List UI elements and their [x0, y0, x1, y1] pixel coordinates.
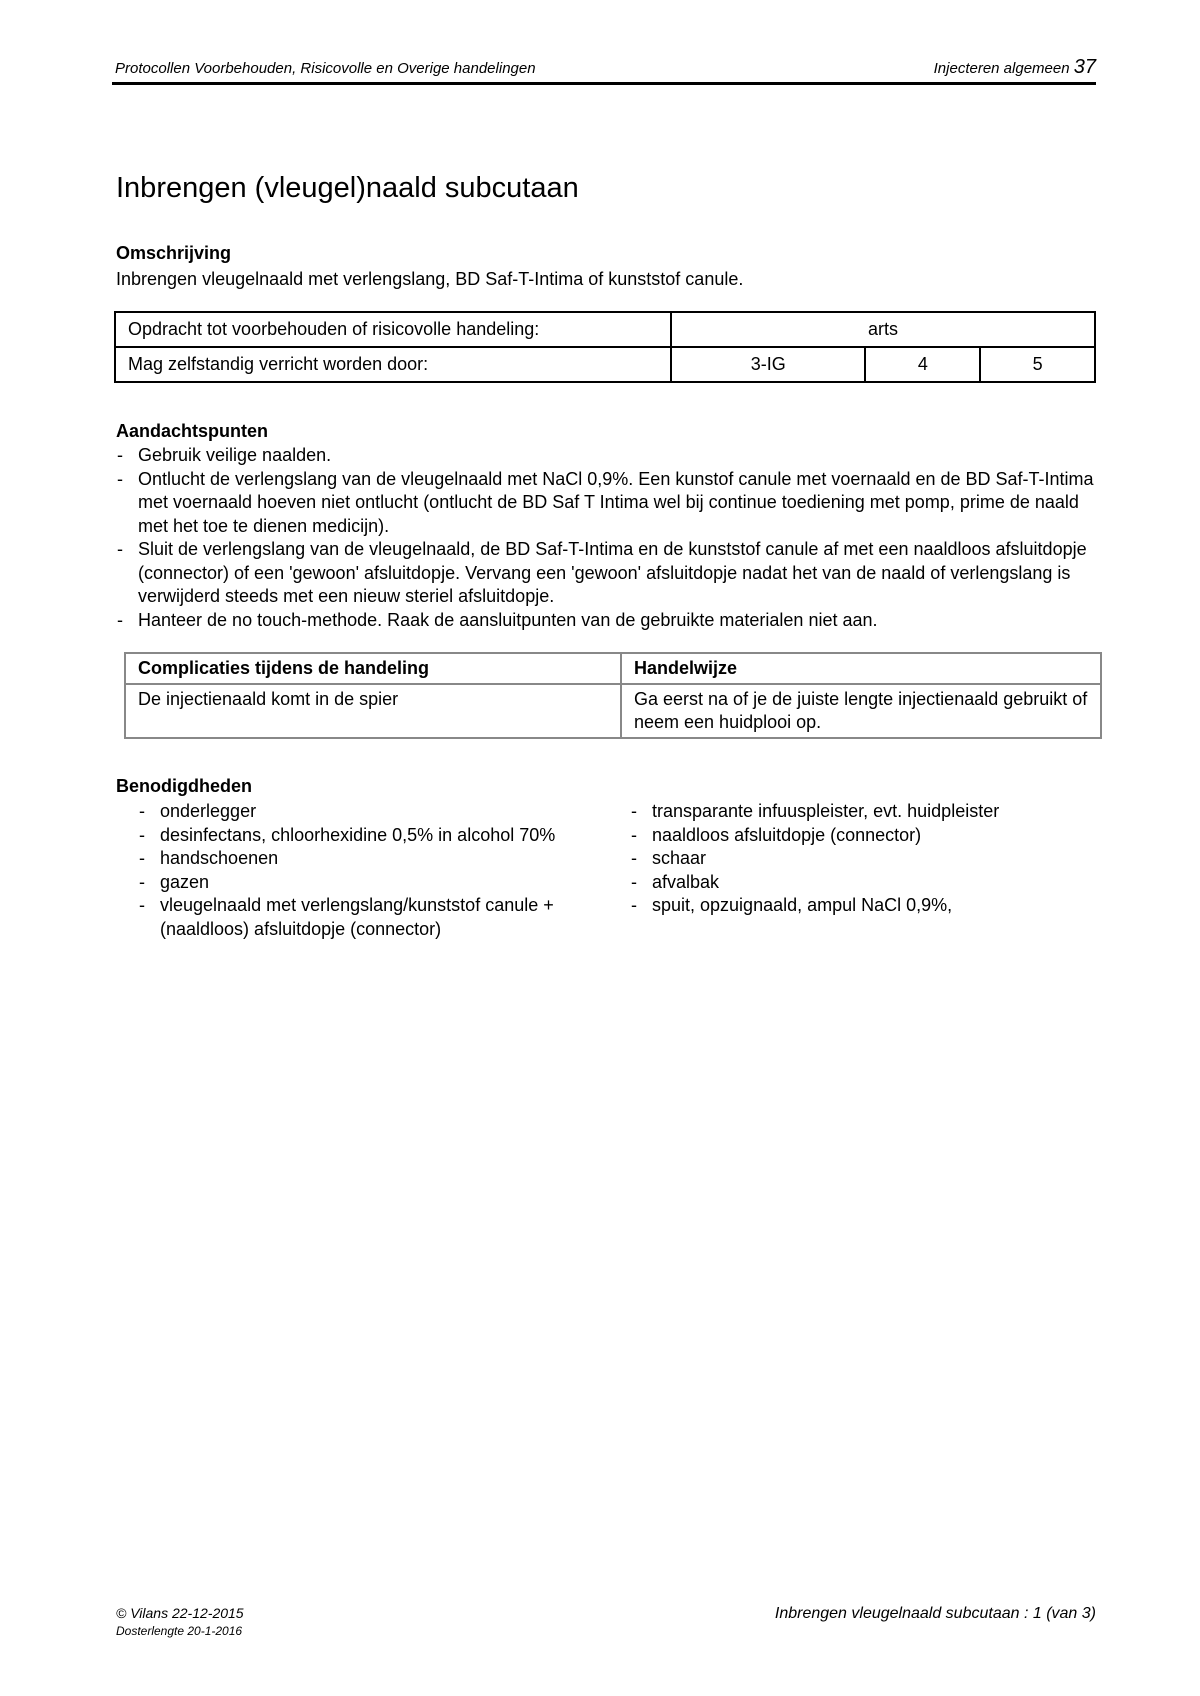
- dash-bullet: -: [631, 871, 637, 892]
- aandachtspunten-list: [116, 444, 1096, 632]
- list-item-text: desinfectans, chloorhexidine 0,5% in alcohol 70%: [160, 824, 556, 845]
- list-item: [138, 824, 628, 848]
- list-item: [630, 847, 1100, 871]
- dash-bullet: -: [631, 848, 637, 868]
- dash-bullet: -: [139, 824, 145, 845]
- authorization-row-performers: [115, 347, 1095, 382]
- authorization-level-cell: 3-IG: [671, 347, 865, 382]
- list-item-text: onderlegger: [160, 801, 257, 821]
- list-item: [138, 800, 628, 824]
- authorization-value-order: arts: [671, 312, 1095, 347]
- list-item-text: afvalbak: [652, 871, 720, 892]
- footer-copyright: © Vilans 22-12-2015: [116, 1605, 244, 1621]
- dash-bullet: -: [139, 848, 145, 868]
- list-item: [116, 538, 1096, 609]
- aandachtspunten-heading: Aandachtspunten: [116, 421, 269, 441]
- benodigdheden-list-right: [630, 800, 1100, 918]
- list-item-text: gazen: [160, 871, 210, 892]
- list-item: [116, 444, 1096, 468]
- header-section: [934, 56, 1096, 79]
- action-cell: Ga eerst na of je de juiste lengte injectienaald gebruikt of neem een huidplooi op.: [621, 684, 1101, 738]
- list-item-text: transparante infuuspleister, evt. huidpleister: [652, 801, 1000, 821]
- complication-cell: De injectienaald komt in de spier: [125, 684, 621, 738]
- benodigdheden-list-left: [138, 800, 628, 941]
- dash-bullet: -: [117, 468, 123, 489]
- benodigdheden-heading: Benodigdheden: [116, 776, 252, 796]
- authorization-label-order: Opdracht tot voorbehouden of risicovolle handeling:: [115, 312, 671, 347]
- dash-bullet: -: [117, 539, 123, 559]
- list-item-text: handschoenen: [160, 848, 279, 868]
- table-row: [125, 684, 1101, 738]
- list-item: [116, 609, 1096, 633]
- page-title: Inbrengen (vleugel)naald subcutaan: [116, 172, 579, 204]
- column-header-action: Handelwijze: [621, 653, 1101, 684]
- list-item: [138, 894, 628, 941]
- list-item-text: Ontlucht de verlengslang van de vleugelnaald met NaCl 0,9%. Een kunstof canule met voernaald en de BD Saf-T-Intima met voernaald hoeven niet ontlucht (ontlucht de BD Saf T Intima wel bij continue toediening met pomp, prime de naald met het toe te dienen medicijn).: [138, 468, 1094, 536]
- authorization-label-performers: Mag zelfstandig verricht worden door:: [115, 347, 671, 382]
- omschrijving-text: Inbrengen vleugelnaald met verlengslang, BD Saf-T-Intima of kunststof canule.: [116, 269, 744, 289]
- header-page-number: 37: [1073, 56, 1096, 78]
- list-item-text: Hanteer de no touch-methode. Raak de aansluitpunten van de gebruikte materialen niet aan.: [138, 609, 878, 630]
- dash-bullet: -: [631, 801, 637, 821]
- list-item-text: naaldloos afsluitdopje (connector): [652, 824, 922, 845]
- list-item-text: vleugelnaald met verlengslang/kunststof canule + (naaldloos) afsluitdopje (connector): [160, 895, 554, 939]
- list-item: [630, 824, 1100, 848]
- authorization-row-order: [115, 312, 1095, 347]
- header-divider: [112, 82, 1096, 85]
- dash-bullet: -: [631, 824, 637, 845]
- dash-bullet: -: [631, 895, 637, 915]
- dash-bullet: -: [139, 871, 145, 892]
- complications-table: [124, 652, 1102, 739]
- column-header-complications: Complicaties tijdens de handeling: [125, 653, 621, 684]
- list-item-text: spuit, opzuignaald, ampul NaCl 0,9%,: [652, 895, 953, 915]
- dash-bullet: -: [117, 609, 123, 630]
- footer-page-info: Inbrengen vleugelnaald subcutaan : 1 (van 3): [774, 1605, 1096, 1622]
- authorization-table: [114, 311, 1096, 383]
- list-item: [138, 871, 628, 895]
- header-document-title: Protocollen Voorbehouden, Risicovolle en Overige handelingen: [115, 60, 536, 77]
- list-item: [630, 800, 1100, 824]
- dash-bullet: -: [139, 801, 145, 821]
- list-item-text: Sluit de verlengslang van de vleugelnaald, de BD Saf-T-Intima en de kunststof canule af met een naaldloos afsluitdopje (connector) of een 'gewoon' afsluitdopje. Vervang een 'gewoon' afsluitdopje nadat het van de naald of verlengslang is verwijderd steeds met een nieuw steriel afsluitdopje.: [138, 539, 1087, 606]
- dash-bullet: -: [117, 445, 123, 465]
- list-item: [630, 894, 1100, 918]
- header-section-title: Injecteren algemeen: [933, 60, 1070, 77]
- authorization-level-cell: 5: [980, 347, 1095, 382]
- list-item: [116, 468, 1096, 539]
- dash-bullet: -: [139, 895, 145, 915]
- table-header-row: [125, 653, 1101, 684]
- omschrijving-heading: Omschrijving: [116, 243, 232, 263]
- authorization-level-cell: 4: [865, 347, 980, 382]
- list-item-text: Gebruik veilige naalden.: [138, 445, 332, 465]
- footer-stamp: Dosterlengte 20-1-2016: [116, 1624, 243, 1638]
- list-item: [138, 847, 628, 871]
- list-item: [630, 871, 1100, 895]
- list-item-text: schaar: [652, 848, 707, 868]
